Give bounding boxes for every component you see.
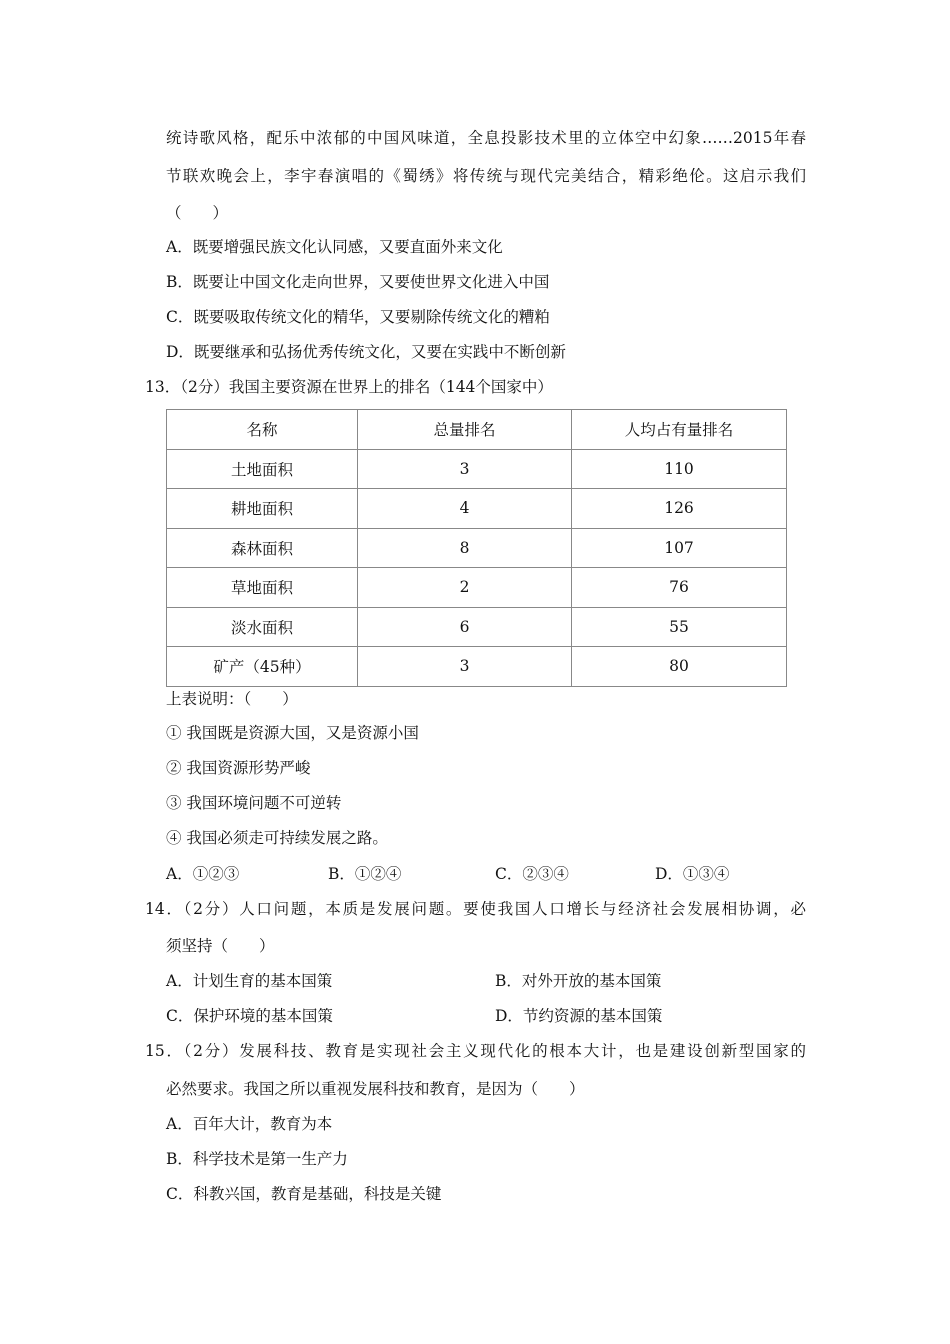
cell-name: 耕地面积 bbox=[167, 489, 358, 529]
q13-statement-4: ④ 我国必须走可持续发展之路。 bbox=[166, 829, 388, 847]
header-per-capita-rank: 人均占有量排名 bbox=[572, 410, 787, 450]
q14-option-a: A．计划生育的基本国策 bbox=[166, 972, 333, 990]
q14-option-d: D．节约资源的基本国策 bbox=[495, 1007, 663, 1025]
resource-ranking-table bbox=[166, 409, 787, 687]
cell-total-rank: 8 bbox=[358, 528, 572, 568]
q13-option-d: D．①③④ bbox=[655, 865, 730, 883]
cell-name: 淡水面积 bbox=[167, 607, 358, 647]
q14-stem-line1: 14．（2分）人口问题，本质是发展问题。要使我国人口增长与经济社会发展相协调，必 bbox=[145, 900, 806, 918]
table-row bbox=[167, 647, 787, 687]
q12-stem-line2: 节联欢晚会上，李宇春演唱的《蜀绣》将传统与现代完美结合，精彩绝伦。这启示我们 bbox=[166, 167, 806, 185]
cell-per-capita-rank: 76 bbox=[572, 568, 787, 608]
q12-option-c: C．既要吸取传统文化的精华，又要剔除传统文化的糟粕 bbox=[166, 308, 550, 326]
cell-total-rank: 4 bbox=[358, 489, 572, 529]
cell-name: 土地面积 bbox=[167, 449, 358, 489]
q15-option-a: A．百年大计，教育为本 bbox=[166, 1115, 333, 1133]
q13-option-b: B．①②④ bbox=[328, 865, 402, 883]
q12-option-b: B．既要让中国文化走向世界，又要使世界文化进入中国 bbox=[166, 273, 550, 291]
q12-option-a: A．既要增强民族文化认同感，又要直面外来文化 bbox=[166, 238, 503, 256]
q14-stem-line2: 须坚持（ ） bbox=[166, 937, 275, 955]
q13-title: 13．（2分）我国主要资源在世界上的排名（144个国家中） bbox=[145, 378, 553, 396]
table-row bbox=[167, 528, 787, 568]
cell-per-capita-rank: 80 bbox=[572, 647, 787, 687]
q15-option-c: C．科教兴国，教育是基础，科技是关键 bbox=[166, 1185, 442, 1203]
q14-option-c: C．保护环境的基本国策 bbox=[166, 1007, 333, 1025]
cell-per-capita-rank: 55 bbox=[572, 607, 787, 647]
cell-per-capita-rank: 107 bbox=[572, 528, 787, 568]
q13-option-a: A．①②③ bbox=[166, 865, 240, 883]
cell-total-rank: 2 bbox=[358, 568, 572, 608]
q12-answer-blank: （ ） bbox=[166, 204, 229, 222]
table-row bbox=[167, 607, 787, 647]
q15-option-b: B．科学技术是第一生产力 bbox=[166, 1150, 348, 1168]
q15-stem-line1: 15．（2分）发展科技、教育是实现社会主义现代化的根本大计，也是建设创新型国家的 bbox=[145, 1042, 806, 1060]
q14-option-b: B．对外开放的基本国策 bbox=[495, 972, 662, 990]
q13-statement-2: ② 我国资源形势严峻 bbox=[166, 759, 311, 777]
q12-option-d: D．既要继承和弘扬优秀传统文化，又要在实践中不断创新 bbox=[166, 343, 566, 361]
q13-option-c: C．②③④ bbox=[495, 865, 569, 883]
q12-stem-line1: 统诗歌风格，配乐中浓郁的中国风味道，全息投影技术里的立体空中幻象……2015年春 bbox=[166, 129, 806, 147]
table-header-row bbox=[167, 410, 787, 450]
table-row bbox=[167, 489, 787, 529]
cell-per-capita-rank: 126 bbox=[572, 489, 787, 529]
header-total-rank: 总量排名 bbox=[358, 410, 572, 450]
cell-total-rank: 3 bbox=[358, 647, 572, 687]
cell-per-capita-rank: 110 bbox=[572, 449, 787, 489]
cell-name: 矿产（45种） bbox=[167, 647, 358, 687]
q13-prompt: 上表说明：（ ） bbox=[166, 690, 298, 708]
q15-stem-line2: 必然要求。我国之所以重视发展科技和教育，是因为（ ） bbox=[166, 1080, 585, 1098]
table-row bbox=[167, 449, 787, 489]
cell-total-rank: 6 bbox=[358, 607, 572, 647]
q13-statement-1: ① 我国既是资源大国，又是资源小国 bbox=[166, 724, 419, 742]
cell-total-rank: 3 bbox=[358, 449, 572, 489]
q13-statement-3: ③ 我国环境问题不可逆转 bbox=[166, 794, 342, 812]
cell-name: 森林面积 bbox=[167, 528, 358, 568]
header-name: 名称 bbox=[167, 410, 358, 450]
cell-name: 草地面积 bbox=[167, 568, 358, 608]
table-row bbox=[167, 568, 787, 608]
